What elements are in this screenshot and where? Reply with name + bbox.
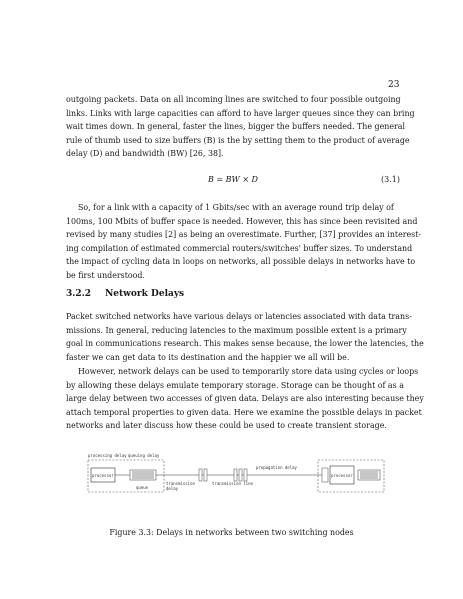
text-line: However, network delays can be used to temporarily store data using cycles or loops: [78, 367, 419, 376]
processing-delay-label: processing delay: [88, 453, 127, 458]
queue-label: queue: [136, 485, 149, 490]
network-delay-diagram: [86, 452, 386, 514]
text-line: faster we can get data to its destination and the happier we all will be.: [66, 352, 350, 362]
paragraph-delays-as-storage: [66, 365, 424, 433]
text-line: large delay between two accesses of given data. Delays are also interesting because they: [66, 394, 424, 403]
transmission-line-label: transmission line: [212, 481, 253, 486]
equation-number: (3.1): [381, 175, 400, 184]
equation-formula: B = BW × D: [208, 175, 258, 184]
packet: [244, 469, 247, 481]
figure-caption: Figure 3.3: Delays in networks between two switching nodes: [109, 528, 354, 537]
text-line: missions. In general, reducing latencies to the maximum possible extent is a primary: [66, 325, 407, 335]
text-line: rule of thumb used to size buffers (B) is the by setting them to the product of average: [66, 135, 410, 145]
text-line: ing compilation of estimated commercial routers/switches' buffer sizes. To understand: [66, 243, 413, 253]
section-title: Network Delays: [105, 289, 185, 299]
text-line: links. Links with large capacities can afford to have larger queues since they can bring: [66, 108, 415, 118]
paragraph-buffer-sizing: [66, 93, 415, 161]
queuing-delay-label: queuing delay: [128, 453, 160, 458]
page-number: 23: [388, 80, 400, 90]
transmission-delay-label-1: transmission: [166, 481, 195, 486]
text-line: by allowing these delays emulate temporary storage. Storage can be thought of as a: [66, 380, 404, 390]
text-line: attach temporal properties to given data. Here we examine the possible delays in packet: [66, 407, 422, 417]
text-line: delay (D) and bandwidth (BW) [26, 38].: [66, 149, 224, 158]
text-line: be first understood.: [66, 270, 145, 280]
packet: [204, 469, 207, 481]
paragraph-latencies: [66, 310, 424, 364]
packet: [239, 469, 242, 481]
equation-3-1: [66, 175, 400, 189]
text-line: Packet switched networks have various delays or latencies associated with data trans-: [66, 312, 412, 321]
packet: [322, 468, 328, 482]
paragraph-capacity-example: [66, 201, 422, 282]
text-line: the impact of cycling data in loops on networks, all possible delays in networks have to: [66, 257, 416, 266]
text-line: 100ms, 100 Mbits of buffer space is needed. However, this has since been revisited and: [66, 216, 418, 226]
section-number: 3.2.2: [66, 289, 92, 299]
figure-network-delays: [86, 452, 386, 514]
text-line: wait times down. In general, faster the lines, bigger the buffers needed. The general: [66, 122, 406, 131]
transmission-delay-label-2: delay: [166, 486, 179, 491]
text-line: revised by many studies [2] as being an overestimate. Further, [37] provides an interest-: [66, 230, 422, 239]
packet: [234, 469, 237, 481]
section-heading: [66, 289, 184, 299]
packet: [199, 469, 202, 481]
text-line: goal in communications research. This makes sense because, the lower the latencies, the: [66, 339, 424, 348]
propagation-delay-label: propagation delay: [256, 465, 297, 470]
text-line: networks and later discuss how these could be used to create transient storage.: [66, 421, 387, 430]
text-line: So, for a link with a capacity of 1 Gbits/sec with an average round trip delay of: [78, 203, 394, 212]
left-processor-label: processor: [92, 473, 114, 478]
text-line: outgoing packets. Data on all incoming lines are switched to four possible outgoing: [66, 95, 401, 104]
right-processor-label: processor: [331, 473, 353, 478]
